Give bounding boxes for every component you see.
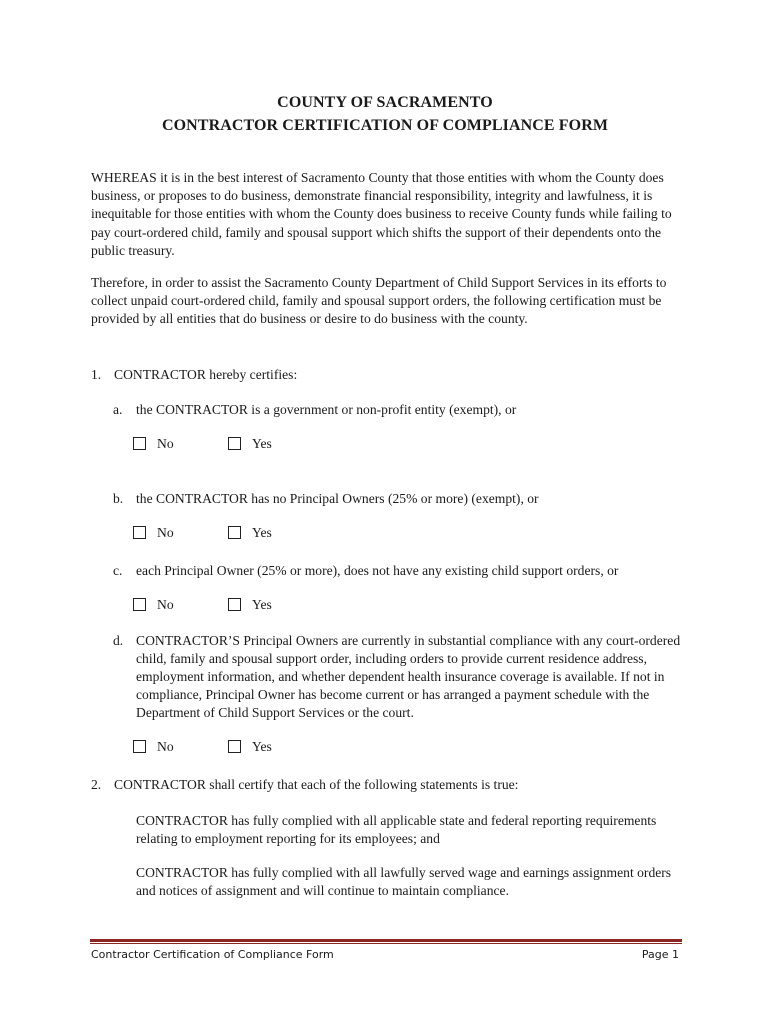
item-a-no-checkbox[interactable] [133,437,146,450]
item-a-yes-option[interactable] [228,436,272,454]
section-2-text: CONTRACTOR shall certify that each of the following statements is true: [114,777,519,792]
item-b-yes-checkbox[interactable] [228,526,241,539]
section-2-number: 2. [91,777,102,792]
footer-form-name: Contractor Certification of Compliance Form [91,948,334,961]
item-a-yes-label: Yes [252,436,272,451]
item-c-text: each Principal Owner (25% or more), does not have any existing child support orders, or [136,563,619,578]
section-1-heading [91,366,297,384]
item-c-yes-checkbox[interactable] [228,598,241,611]
item-b-label: b. [113,491,124,506]
item-b-no-option[interactable] [133,525,174,543]
item-b-yes-label: Yes [252,525,272,540]
item-d [113,632,683,722]
item-c-yes-label: Yes [252,597,272,612]
section-2-heading [91,776,518,794]
whereas-paragraph: WHEREAS it is in the best interest of Sacramento County that those entities with whom the County does business, or proposes to do business, demonstrate financial responsibility, integrity and lawfulness, it is inequitable for those entities with whom the County does business to receive County funds while failing to pay court-ordered child, family and spousal support which shifts the support of their dependents onto the public treasury. [91,170,672,258]
item-d-label: d. [113,633,124,648]
item-d-no-option[interactable] [133,739,174,757]
footer-page-number: Page 1 [641,948,679,961]
item-d-no-checkbox[interactable] [133,740,146,753]
item-b-yes-option[interactable] [228,525,272,543]
item-c-no-label: No [157,597,174,612]
item-a-text: the CONTRACTOR is a government or non-profit entity (exempt), or [136,402,517,417]
statement-employment-reporting: CONTRACTOR has fully complied with all applicable state and federal reporting requirements relating to employment reporting for its employees; and [136,813,657,846]
section-1-number: 1. [91,367,102,382]
county-title: COUNTY OF SACRAMENTO [277,94,493,111]
item-a [113,401,683,419]
item-c-no-option[interactable] [133,597,174,615]
item-a-label: a. [113,402,123,417]
item-d-text: CONTRACTOR’S Principal Owners are currently in substantial compliance with any court-ordered child, family and spousal support order, including orders to provide current residence address, employment information, and whether dependent health insurance coverage is available. If not in compliance, Principal Owner has become current or has arranged a payment schedule with the Department of Child Support Services or the court. [136,633,681,720]
footer-rule-thick [90,939,682,942]
item-c [113,562,683,580]
section-1-text: CONTRACTOR hereby certifies: [114,367,298,382]
item-d-yes-checkbox[interactable] [228,740,241,753]
item-b-no-checkbox[interactable] [133,526,146,539]
item-d-yes-option[interactable] [228,739,272,757]
item-c-yes-option[interactable] [228,597,272,615]
therefore-paragraph: Therefore, in order to assist the Sacramento County Department of Child Support Services in its efforts to collect unpaid court-ordered child, family and spousal support orders, the following certification must be provided by all entities that do business or desire to do business with the county. [91,275,667,327]
item-c-no-checkbox[interactable] [133,598,146,611]
item-a-no-label: No [157,436,174,451]
item-b-text: the CONTRACTOR has no Principal Owners (25% or more) (exempt), or [136,491,539,506]
item-c-label: c. [113,563,123,578]
item-a-yes-checkbox[interactable] [228,437,241,450]
form-title: CONTRACTOR CERTIFICATION OF COMPLIANCE FORM [161,117,609,134]
statement-wage-assignment: CONTRACTOR has fully complied with all lawfully served wage and earnings assignment orders and notices of assignment and will continue to maintain compliance. [136,865,672,898]
item-b [113,490,683,508]
item-d-yes-label: Yes [252,739,272,754]
item-a-no-option[interactable] [133,436,174,454]
item-b-no-label: No [157,525,174,540]
item-d-no-label: No [157,739,174,754]
footer-rule-thin [90,943,682,944]
